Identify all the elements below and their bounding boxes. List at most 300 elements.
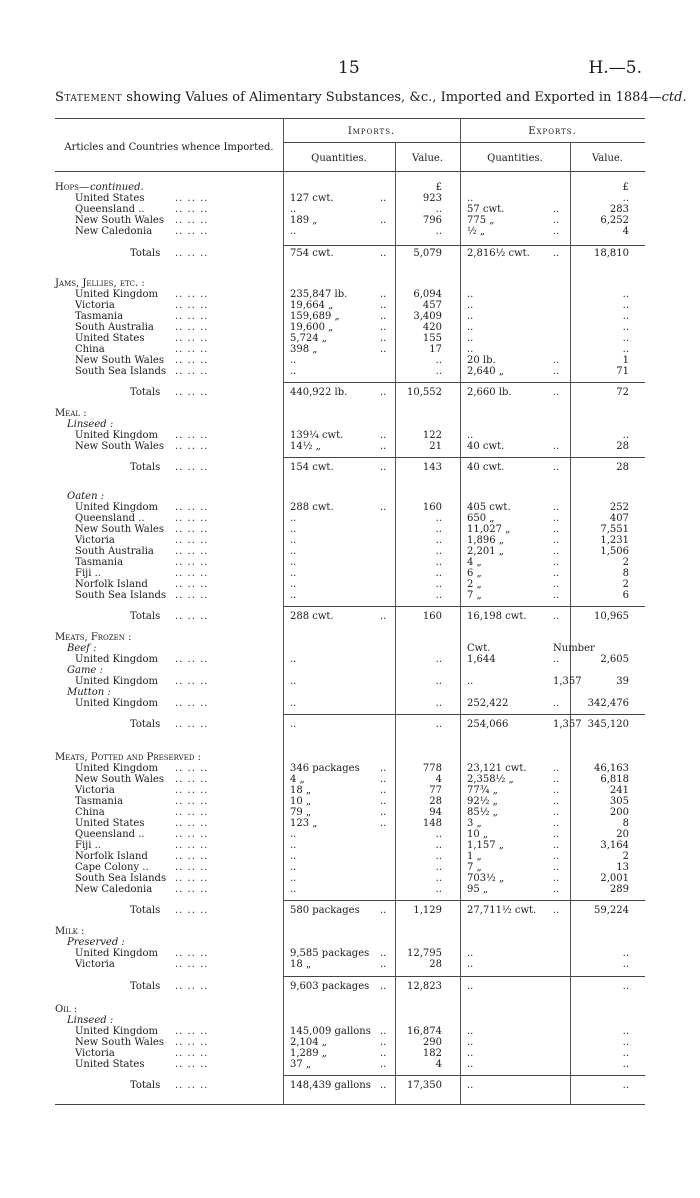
export-quantity-dots: ..: [553, 215, 560, 226]
export-value: 72: [616, 387, 629, 398]
import-quantity: ..: [290, 535, 297, 546]
export-quantity-dots: ..: [553, 698, 560, 709]
import-quantity: ..: [290, 719, 297, 730]
import-quantity: 580 packages: [290, 905, 360, 916]
table-row: [0, 557, 700, 568]
export-value: 46,163: [594, 763, 629, 774]
export-quantity: 2,201 „: [467, 546, 504, 557]
exports-header: Exports.: [528, 126, 577, 137]
export-value: 241: [609, 785, 629, 796]
import-quantity: 19,664 „: [290, 300, 334, 311]
import-value: 28: [429, 959, 442, 970]
country-label: Fiji ..: [75, 840, 101, 851]
table-row: [0, 774, 700, 785]
table-row: [0, 643, 700, 654]
import-value: 17,350: [407, 1080, 442, 1091]
export-quantity: ..: [467, 981, 474, 992]
import-quantity-dots: ..: [380, 502, 387, 513]
category-label: Meats, Potted and Preserved :: [55, 752, 202, 763]
export-quantity-dots: ..: [553, 796, 560, 807]
leader-dots: .. .. ..: [175, 611, 209, 622]
export-quantity: ..: [467, 344, 474, 355]
country-label: Queensland ..: [75, 513, 145, 524]
export-quantity-dots: ..: [553, 513, 560, 524]
table-row: [0, 829, 700, 840]
export-value: ..: [622, 193, 629, 204]
leader-dots: .. .. ..: [175, 568, 209, 579]
export-quantity: 77¾ „: [467, 785, 498, 796]
table-row: [0, 698, 700, 709]
export-quantity: 16,198 cwt.: [467, 611, 527, 622]
country-label: United Kingdom: [75, 289, 158, 300]
potted-total-rule: [283, 900, 645, 901]
export-quantity-dots: 1,357: [553, 719, 582, 730]
import-value: ..: [435, 557, 442, 568]
leader-dots: .. .. ..: [175, 796, 209, 807]
country-label: United Kingdom: [75, 654, 158, 665]
export-value: 8: [622, 818, 629, 829]
import-quantity: ..: [290, 204, 297, 215]
category-label-suffix: continued.: [90, 182, 144, 193]
country-label: United Kingdom: [75, 1026, 158, 1037]
subcategory-label: Oaten :: [67, 491, 105, 502]
export-value: 305: [609, 796, 629, 807]
import-quantity: ..: [290, 590, 297, 601]
category-heading: [0, 937, 700, 948]
export-quantity: 2,358½ „: [467, 774, 514, 785]
export-quantity-dots: ..: [553, 654, 560, 665]
export-value: 200: [609, 807, 629, 818]
leader-dots: .. .. ..: [175, 546, 209, 557]
export-value: 39: [616, 676, 629, 687]
export-quantity-dots: 1,357: [553, 676, 582, 687]
import-value: ..: [435, 840, 442, 851]
leader-dots: .. .. ..: [175, 829, 209, 840]
table-row: [0, 818, 700, 829]
table-row: [0, 182, 700, 193]
table-row: [0, 204, 700, 215]
leader-dots: .. .. ..: [175, 948, 209, 959]
import-value: ..: [435, 546, 442, 557]
table-row: [0, 344, 700, 355]
country-label: United States: [75, 333, 145, 344]
import-quantity: 145,009 gallons: [290, 1026, 371, 1037]
import-quantity-dots: ..: [380, 1037, 387, 1048]
export-quantity-dots: ..: [553, 611, 560, 622]
import-value: ..: [435, 568, 442, 579]
export-value: ..: [622, 344, 629, 355]
import-quantity-dots: ..: [380, 322, 387, 333]
import-value: ..: [435, 676, 442, 687]
subcategory-label: Beef :: [67, 643, 97, 654]
hops-total-rule: [283, 245, 645, 246]
export-quantity-dots: ..: [553, 884, 560, 895]
import-quantity: ..: [290, 862, 297, 873]
export-quantity-dots: ..: [553, 829, 560, 840]
import-value: 3,409: [413, 311, 442, 322]
import-value: 420: [422, 322, 442, 333]
oil-total-rule: [283, 1075, 645, 1076]
leader-dots: .. .. ..: [175, 333, 209, 344]
import-quantity-dots: ..: [380, 193, 387, 204]
category-label: Jams, Jellies, etc. :: [55, 278, 145, 289]
export-quantity: ..: [467, 1026, 474, 1037]
country-label: South Sea Islands: [75, 590, 167, 601]
import-quantity: 5,724 „: [290, 333, 327, 344]
import-quantity: ..: [290, 579, 297, 590]
export-value: 2: [622, 557, 629, 568]
export-quantity-dots: ..: [553, 568, 560, 579]
import-quantity: ..: [290, 524, 297, 535]
table-row: [0, 311, 700, 322]
export-quantity: ..: [467, 193, 474, 204]
import-quantity-dots: ..: [380, 774, 387, 785]
country-label: New South Wales: [75, 1037, 164, 1048]
table-row: [0, 502, 700, 513]
export-quantity: ..: [467, 959, 474, 970]
import-quantity: 9,603 packages: [290, 981, 370, 992]
import-quantity: ..: [290, 226, 297, 237]
table-row: [0, 300, 700, 311]
leader-dots: .. .. ..: [175, 535, 209, 546]
import-quantity: 18 „: [290, 785, 312, 796]
leader-dots: .. .. ..: [175, 502, 209, 513]
leader-dots: .. .. ..: [175, 851, 209, 862]
import-quantity: ..: [290, 654, 297, 665]
country-label: United Kingdom: [75, 763, 158, 774]
totals-row: [0, 905, 700, 916]
export-value: 7,551: [600, 524, 629, 535]
country-label: New South Wales: [75, 355, 164, 366]
table-row: [0, 513, 700, 524]
export-quantity: 20 lb.: [467, 355, 496, 366]
leader-dots: .. .. ..: [175, 840, 209, 851]
export-quantity: ..: [467, 676, 474, 687]
import-quantity-dots: ..: [380, 1048, 387, 1059]
import-value: ..: [435, 579, 442, 590]
leader-dots: .. .. ..: [175, 1080, 209, 1091]
import-value: ..: [435, 204, 442, 215]
country-label: Victoria: [75, 785, 115, 796]
export-quantity: 92½ „: [467, 796, 498, 807]
table-row: [0, 959, 700, 970]
export-quantity-dots: ..: [553, 248, 560, 259]
export-quantity-dots: ..: [553, 785, 560, 796]
totals-row: [0, 248, 700, 259]
export-quantity-dots: ..: [553, 535, 560, 546]
leader-dots: .. .. ..: [175, 981, 209, 992]
country-label: Tasmania: [75, 796, 124, 807]
import-quantity: ..: [290, 546, 297, 557]
export-quantity: ..: [467, 300, 474, 311]
export-value: 6: [622, 590, 629, 601]
export-quantity-dots: ..: [553, 905, 560, 916]
export-value: ..: [622, 1059, 629, 1070]
import-value: 290: [422, 1037, 442, 1048]
import-value: 12,795: [407, 948, 442, 959]
table-row: [0, 796, 700, 807]
table-row: [0, 1048, 700, 1059]
category-heading: [0, 419, 700, 430]
title-main: showing Values of Alimentary Substances, &c., Imported and Exported in 1884—: [122, 90, 662, 105]
totals-row: [0, 719, 700, 730]
country-label: Victoria: [75, 959, 115, 970]
export-quantity: Cwt.: [467, 643, 491, 654]
statement-title: [55, 90, 687, 105]
import-value: 457: [422, 300, 442, 311]
country-label: New Caledonia: [75, 884, 153, 895]
export-value: 13: [616, 862, 629, 873]
table-row: [0, 1026, 700, 1037]
import-value: ..: [435, 698, 442, 709]
jams-total-rule: [283, 382, 645, 383]
totals-row: [0, 462, 700, 473]
import-quantity-dots: ..: [380, 333, 387, 344]
leader-dots: .. .. ..: [175, 884, 209, 895]
leader-dots: .. .. ..: [175, 873, 209, 884]
export-quantity-dots: ..: [553, 818, 560, 829]
country-label: Queensland ..: [75, 204, 145, 215]
export-value: ..: [622, 948, 629, 959]
import-quantities-header: Quantities.: [311, 153, 367, 164]
leader-dots: .. .. ..: [175, 289, 209, 300]
leader-dots: .. .. ..: [175, 366, 209, 377]
export-value: 2: [622, 579, 629, 590]
leader-dots: .. .. ..: [175, 513, 209, 524]
import-quantity: 79 „: [290, 807, 312, 818]
totals-row: [0, 1080, 700, 1091]
import-value: 21: [429, 441, 442, 452]
leader-dots: .. .. ..: [175, 654, 209, 665]
export-value: 2,001: [600, 873, 629, 884]
import-value: ..: [435, 862, 442, 873]
export-quantity: ..: [467, 1059, 474, 1070]
export-value: ..: [622, 322, 629, 333]
import-quantity-dots: ..: [380, 1080, 387, 1091]
country-label: United Kingdom: [75, 676, 158, 687]
country-label: Tasmania: [75, 311, 124, 322]
export-quantity: ..: [467, 1037, 474, 1048]
category-heading: [0, 491, 700, 502]
export-value: 1,506: [600, 546, 629, 557]
subcategory-label: Linseed :: [67, 1015, 114, 1026]
import-quantity-dots: ..: [380, 311, 387, 322]
table-row: [0, 840, 700, 851]
import-value: 16,874: [407, 1026, 442, 1037]
import-value: 796: [422, 215, 442, 226]
import-quantity-dots: ..: [380, 796, 387, 807]
import-quantity: 754 cwt.: [290, 248, 334, 259]
import-value: 17: [429, 344, 442, 355]
category-heading: [0, 408, 700, 419]
category-label: Meal :: [55, 408, 87, 419]
export-quantity-dots: ..: [553, 524, 560, 535]
import-value: 923: [422, 193, 442, 204]
totals-row: [0, 611, 700, 622]
import-quantity-dots: ..: [380, 763, 387, 774]
leader-dots: .. .. ..: [175, 785, 209, 796]
export-value: ..: [622, 1026, 629, 1037]
export-quantity: 23,121 cwt.: [467, 763, 527, 774]
export-value: 20: [616, 829, 629, 840]
export-value: 18,810: [594, 248, 629, 259]
linseed-meal-total-rule: [283, 457, 645, 458]
export-quantity-dots: ..: [553, 546, 560, 557]
import-value: ..: [435, 590, 442, 601]
leader-dots: .. .. ..: [175, 590, 209, 601]
category-heading: [0, 687, 700, 698]
import-quantity-dots: ..: [380, 785, 387, 796]
export-quantity: ..: [467, 948, 474, 959]
export-quantity-dots: ..: [553, 763, 560, 774]
subcategory-label: Mutton :: [67, 687, 111, 698]
leader-dots: .. .. ..: [175, 430, 209, 441]
totals-label: Totals: [130, 905, 161, 916]
export-value: 2,605: [600, 654, 629, 665]
import-quantity: 1,289 „: [290, 1048, 327, 1059]
export-quantity: 6 „: [467, 568, 482, 579]
import-value: ..: [435, 873, 442, 884]
leader-dots: .. .. ..: [175, 300, 209, 311]
subheader-rule: [283, 142, 645, 143]
import-quantity: 288 cwt.: [290, 611, 334, 622]
country-label: Victoria: [75, 300, 115, 311]
table-row: [0, 289, 700, 300]
import-quantity-dots: ..: [380, 248, 387, 259]
export-quantity: ..: [467, 430, 474, 441]
export-quantity-dots: ..: [553, 807, 560, 818]
import-quantity: 127 cwt.: [290, 193, 334, 204]
export-value: ..: [622, 959, 629, 970]
totals-label: Totals: [130, 462, 161, 473]
category-label: Milk :: [55, 926, 85, 937]
import-quantity-dots: ..: [380, 1059, 387, 1070]
import-value: ..: [435, 851, 442, 862]
table-row: [0, 441, 700, 452]
import-value: ..: [435, 535, 442, 546]
import-value: ..: [435, 524, 442, 535]
export-value: 71: [616, 366, 629, 377]
table-top-rule: [55, 118, 645, 119]
export-quantity-dots: ..: [553, 851, 560, 862]
import-quantity: ..: [290, 355, 297, 366]
export-value: ..: [622, 300, 629, 311]
export-value-header: Value.: [591, 153, 623, 164]
table-row: [0, 579, 700, 590]
country-label: Norfolk Island: [75, 851, 148, 862]
import-quantity: 19,600 „: [290, 322, 334, 333]
table-row: [0, 1037, 700, 1048]
table-row: [0, 785, 700, 796]
table-row: [0, 546, 700, 557]
totals-label: Totals: [130, 719, 161, 730]
import-value: 94: [429, 807, 442, 818]
export-quantity: 57 cwt.: [467, 204, 505, 215]
export-quantity: 1,644: [467, 654, 496, 665]
page-number: 15: [338, 58, 360, 78]
country-label: United Kingdom: [75, 502, 158, 513]
export-value: ..: [622, 333, 629, 344]
export-quantity-dots: ..: [553, 862, 560, 873]
category-label: Hops—: [55, 182, 89, 193]
table-row: [0, 1059, 700, 1070]
category-heading: [0, 278, 700, 289]
import-value: ..: [435, 719, 442, 730]
import-value: ..: [435, 884, 442, 895]
import-value: 148: [422, 818, 442, 829]
title-lead: Statement: [55, 90, 123, 105]
leader-dots: .. .. ..: [175, 698, 209, 709]
country-label: China: [75, 344, 105, 355]
import-quantity: ..: [290, 568, 297, 579]
export-quantity-dots: ..: [553, 557, 560, 568]
title-italic: ctd.: [661, 90, 687, 105]
import-quantity: ..: [290, 840, 297, 851]
import-quantity: ..: [290, 676, 297, 687]
leader-dots: .. .. ..: [175, 763, 209, 774]
leader-dots: .. .. ..: [175, 387, 209, 398]
country-label: United States: [75, 193, 145, 204]
export-value: 3,164: [600, 840, 629, 851]
export-quantity-dots: ..: [553, 387, 560, 398]
table-row: [0, 568, 700, 579]
category-label: Oil :: [55, 1004, 78, 1015]
table-row: [0, 226, 700, 237]
country-label: United States: [75, 818, 145, 829]
frozen-total-rule: [283, 714, 645, 715]
export-quantity: ..: [467, 289, 474, 300]
export-quantity: ..: [467, 322, 474, 333]
export-quantity-dots: ..: [553, 441, 560, 452]
category-heading: [0, 1015, 700, 1026]
export-value: ..: [622, 430, 629, 441]
country-label: Tasmania: [75, 557, 124, 568]
leader-dots: .. .. ..: [175, 1037, 209, 1048]
country-label: South Australia: [75, 546, 154, 557]
export-quantity: 2 „: [467, 579, 482, 590]
export-quantity: 2,816½ cwt.: [467, 248, 530, 259]
country-label: Norfolk Island: [75, 579, 148, 590]
export-value: £: [622, 182, 629, 193]
export-value: 283: [609, 204, 629, 215]
export-quantity-dots: ..: [553, 590, 560, 601]
import-value: 155: [422, 333, 442, 344]
export-value: 2: [622, 851, 629, 862]
import-value: ..: [435, 226, 442, 237]
export-quantity: 703½ „: [467, 873, 505, 884]
import-value: 1,129: [413, 905, 442, 916]
import-quantity: 148,439 gallons: [290, 1080, 371, 1091]
leader-dots: .. .. ..: [175, 1026, 209, 1037]
country-label: New South Wales: [75, 441, 164, 452]
export-quantity: 3 „: [467, 818, 482, 829]
import-quantity-dots: ..: [380, 905, 387, 916]
country-label: South Sea Islands: [75, 873, 167, 884]
import-value: 77: [429, 785, 442, 796]
export-quantity: ..: [467, 1048, 474, 1059]
leader-dots: .. .. ..: [175, 905, 209, 916]
table-row: [0, 193, 700, 204]
import-value: 5,079: [413, 248, 442, 259]
import-quantity: 398 „: [290, 344, 318, 355]
import-quantity-dots: ..: [380, 948, 387, 959]
export-quantity: 40 cwt.: [467, 441, 505, 452]
leader-dots: .. .. ..: [175, 322, 209, 333]
leader-dots: .. .. ..: [175, 676, 209, 687]
export-quantity: 7 „: [467, 862, 482, 873]
export-value: 1: [622, 355, 629, 366]
import-quantity: 154 cwt.: [290, 462, 334, 473]
